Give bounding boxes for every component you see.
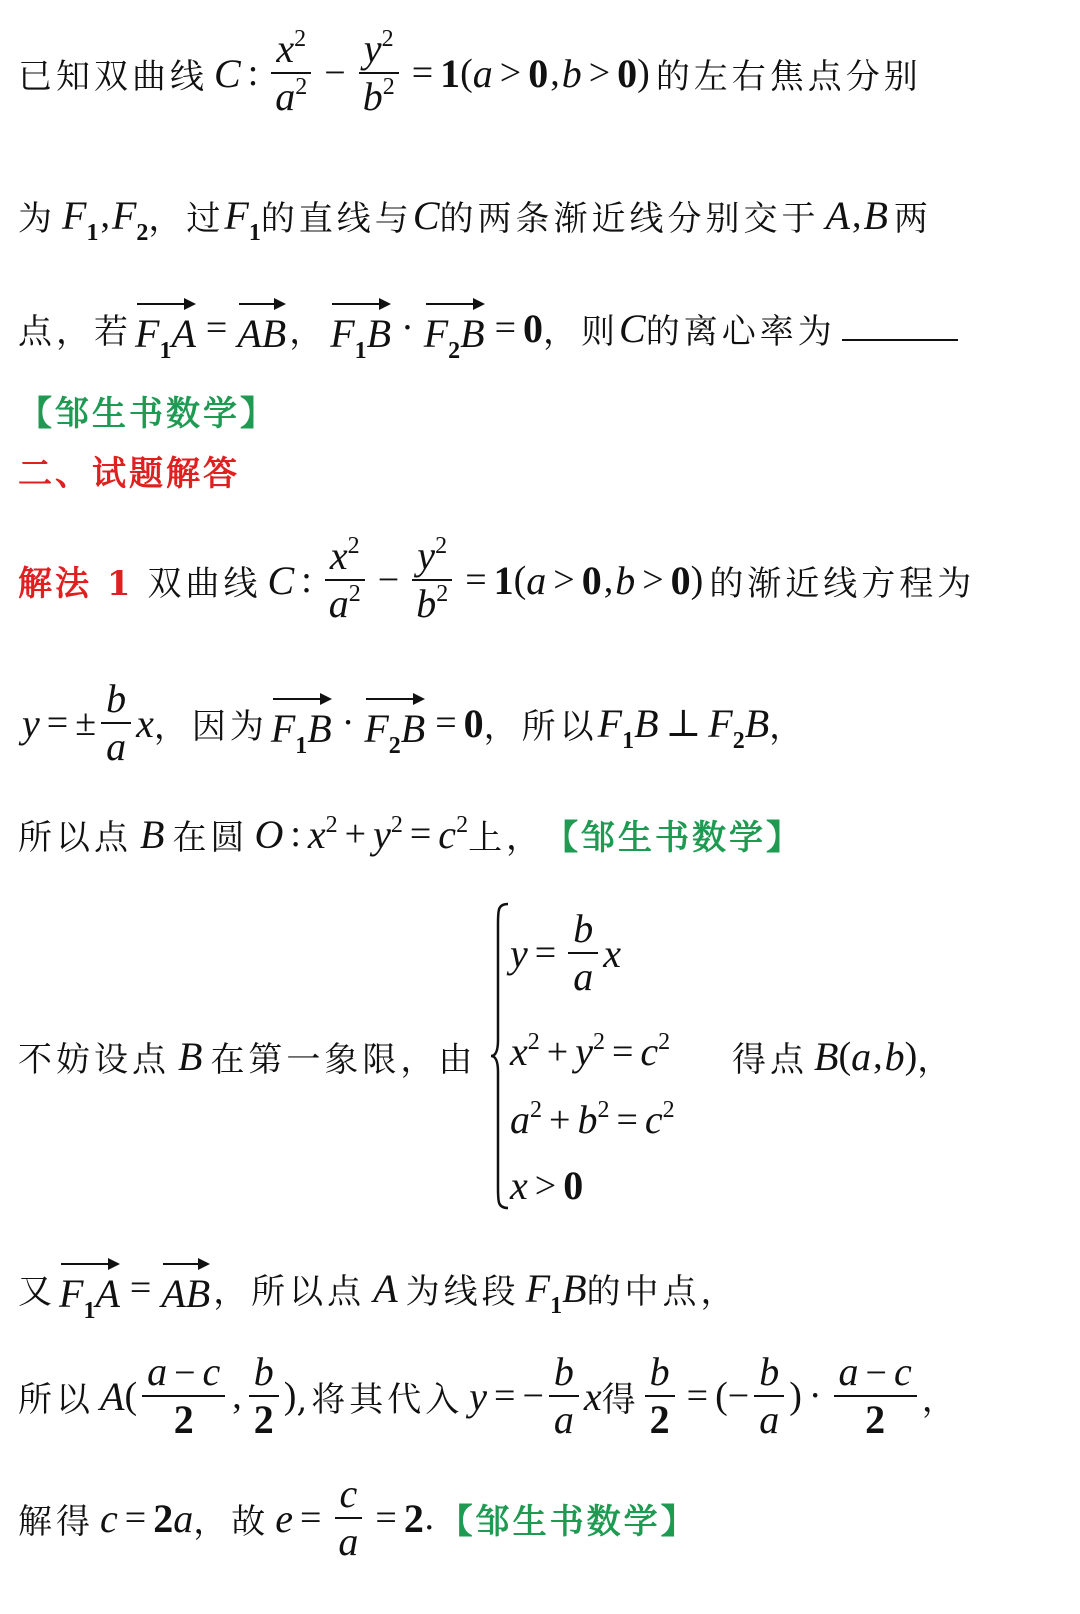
problem-text: ， [289,311,328,352]
fraction: $\frac{x^2}{a^2}$ [270,28,312,118]
fraction: $\frac{c}{a}$ [333,1473,363,1563]
problem-text: 点，若 [18,311,132,352]
system-row-3: $a^2$ + $b^2$ = $c^2$ [510,1097,675,1142]
vector: $F_1A$ [135,300,196,357]
problem-line-3: 点，若 $F_1A$ = AB ， $F_1B$ · $F_2B$ = 0 ，则 C 的离心率为 [18,296,958,360]
fraction: $\frac{b}{2}$ [645,1351,675,1441]
source-tag: 【邹生书数学】 [438,1501,698,1542]
vector: $F_2B$ [424,300,485,357]
solution-text: ， [921,1379,960,1420]
fraction: $\frac{b}{a}$ [101,678,131,768]
solution-text: 得点 [732,1039,808,1080]
math: C [214,50,241,96]
problem-text: 的离心率为 [645,311,836,352]
solution-line-4: 不妨设点 B 在第一象限，由 [18,1033,477,1080]
problem-text: 的两条渐近线分别交于 [439,198,820,239]
solution-line-6: 所以 A ( $\frac{a - c}{2}$ , $\frac{b}{2}$ ) ,将其代入 y = − $\frac{b}{a}$ x 得 $\frac{b}{2}$ = ( − $\frac{b}{a}$ ) · $\frac{a - c}{2}$ ， [18,1348,960,1443]
solution-line-5: 又 $F_1A$ = AB ，所以点 A 为线段 $F_1B$ 的中点， [18,1256,739,1320]
fraction: $\frac{y^2}{b^2}$ [411,535,453,625]
solution-text: 上， [468,817,545,858]
problem-text: 为 [18,198,56,239]
left-brace-icon [490,900,510,1212]
solution-text: 双曲线 [147,563,262,604]
fraction: $\frac{a - c}{2}$ [834,1351,917,1442]
method-label: 解法 1 [18,563,134,604]
problem-text: ，则 [543,311,620,352]
fraction: $\frac{y^2}{b^2}$ [358,28,400,118]
solution-text: ，所以点 [213,1271,366,1312]
problem-line-1: 已知双曲线 C : $\frac{x^2}{a^2}$ − $\frac{y^2}{b^2}$ = 1 ( a > 0 , b > 0 ) 的左右焦点分别 [18,26,922,119]
solution-text: 在第一象限，由 [210,1039,477,1080]
vector: $F_2B$ [364,695,425,752]
vector: AB [237,300,286,357]
solution-line-4b: 得点 B ( a , b ) ， [732,1033,956,1080]
solution-text: ，故 [193,1501,270,1542]
solution-text: 又 [18,1271,56,1312]
system-row-2: $x^2$ + $y^2$ = $c^2$ [510,1029,671,1074]
answer-blank [842,315,958,341]
solution-line-7: 解得 c = 2 a ，故 e = $\frac{c}{a}$ = 2 . 【邹生书数学】 [18,1471,698,1564]
fraction: $\frac{b}{a}$ [549,1351,579,1441]
solution-text: 为线段 [405,1271,520,1312]
system-row-1: y = $\frac{b}{a}$ x [510,906,621,999]
system-row-4: x > 0 [510,1163,584,1208]
solution-text: 所以点 [18,817,132,858]
solution-text: . [423,1498,439,1538]
solution-text: 在圆 [172,817,249,858]
solution-text: 所以 [18,1379,94,1420]
vector: AB [161,1260,210,1317]
problem-text: 已知双曲线 [18,56,208,97]
section-title: 二、试题解答 [18,453,240,494]
solution-text: 不妨设点 [18,1039,170,1080]
problem-text: 的左右焦点分别 [655,56,922,97]
solution-text: ， [917,1039,956,1080]
solution-text: 的渐近线方程为 [709,563,976,604]
source-tag: 【邹生书数学】 [544,817,804,858]
solution-line-1: 解法 1 双曲线 C : $\frac{x^2}{a^2}$ − $\frac{y^2}{b^2}$ = 1 ( a > 0 , b > 0 ) 的渐近线方程为 [18,533,976,626]
equation-system [490,900,730,1212]
source-tag: 【邹生书数学】 [18,393,277,434]
fraction: $\frac{b}{a}$ [754,1351,784,1441]
problem-text: 两 [893,198,932,239]
fraction: $\frac{x^2}{a^2}$ [324,535,366,625]
solution-line-3: 所以点 B 在圆 O : $x^2$ + $y^2$ = $c^2$ 上， 【邹生书数学】 [18,811,804,858]
fraction: $\frac{a - c}{2}$ [142,1351,225,1442]
vector: $F_1A$ [59,1260,120,1317]
solution-text: ，因为 [153,706,268,747]
solution-line-2: y = ± $\frac{b}{a}$ x ，因为 $F_1B$ · $F_2B$ = 0 ，所以 $F_1B$ ⊥ $F_2B$ ， [22,676,808,769]
vector: $F_1B$ [330,300,391,357]
solution-text: ， [769,706,808,747]
problem-text: 的直线与 [260,198,413,239]
solution-text: 得 [601,1379,640,1420]
fraction: $\frac{b}{a}$ [568,908,598,998]
problem-line-2: 为 $F_1$ , $F_2$ ，过 $F_1$ 的直线与 C 的两条渐近线分别交于 A , B 两 [18,192,932,246]
solution-text: 的中点， [586,1271,739,1312]
solution-text: ,将其代入 [296,1379,464,1420]
problem-text: ，过 [148,198,225,239]
vector: $F_1B$ [271,695,332,752]
solution-text: 解得 [18,1501,94,1542]
fraction: $\frac{b}{2}$ [249,1351,279,1441]
solution-text: ，所以 [483,706,598,747]
